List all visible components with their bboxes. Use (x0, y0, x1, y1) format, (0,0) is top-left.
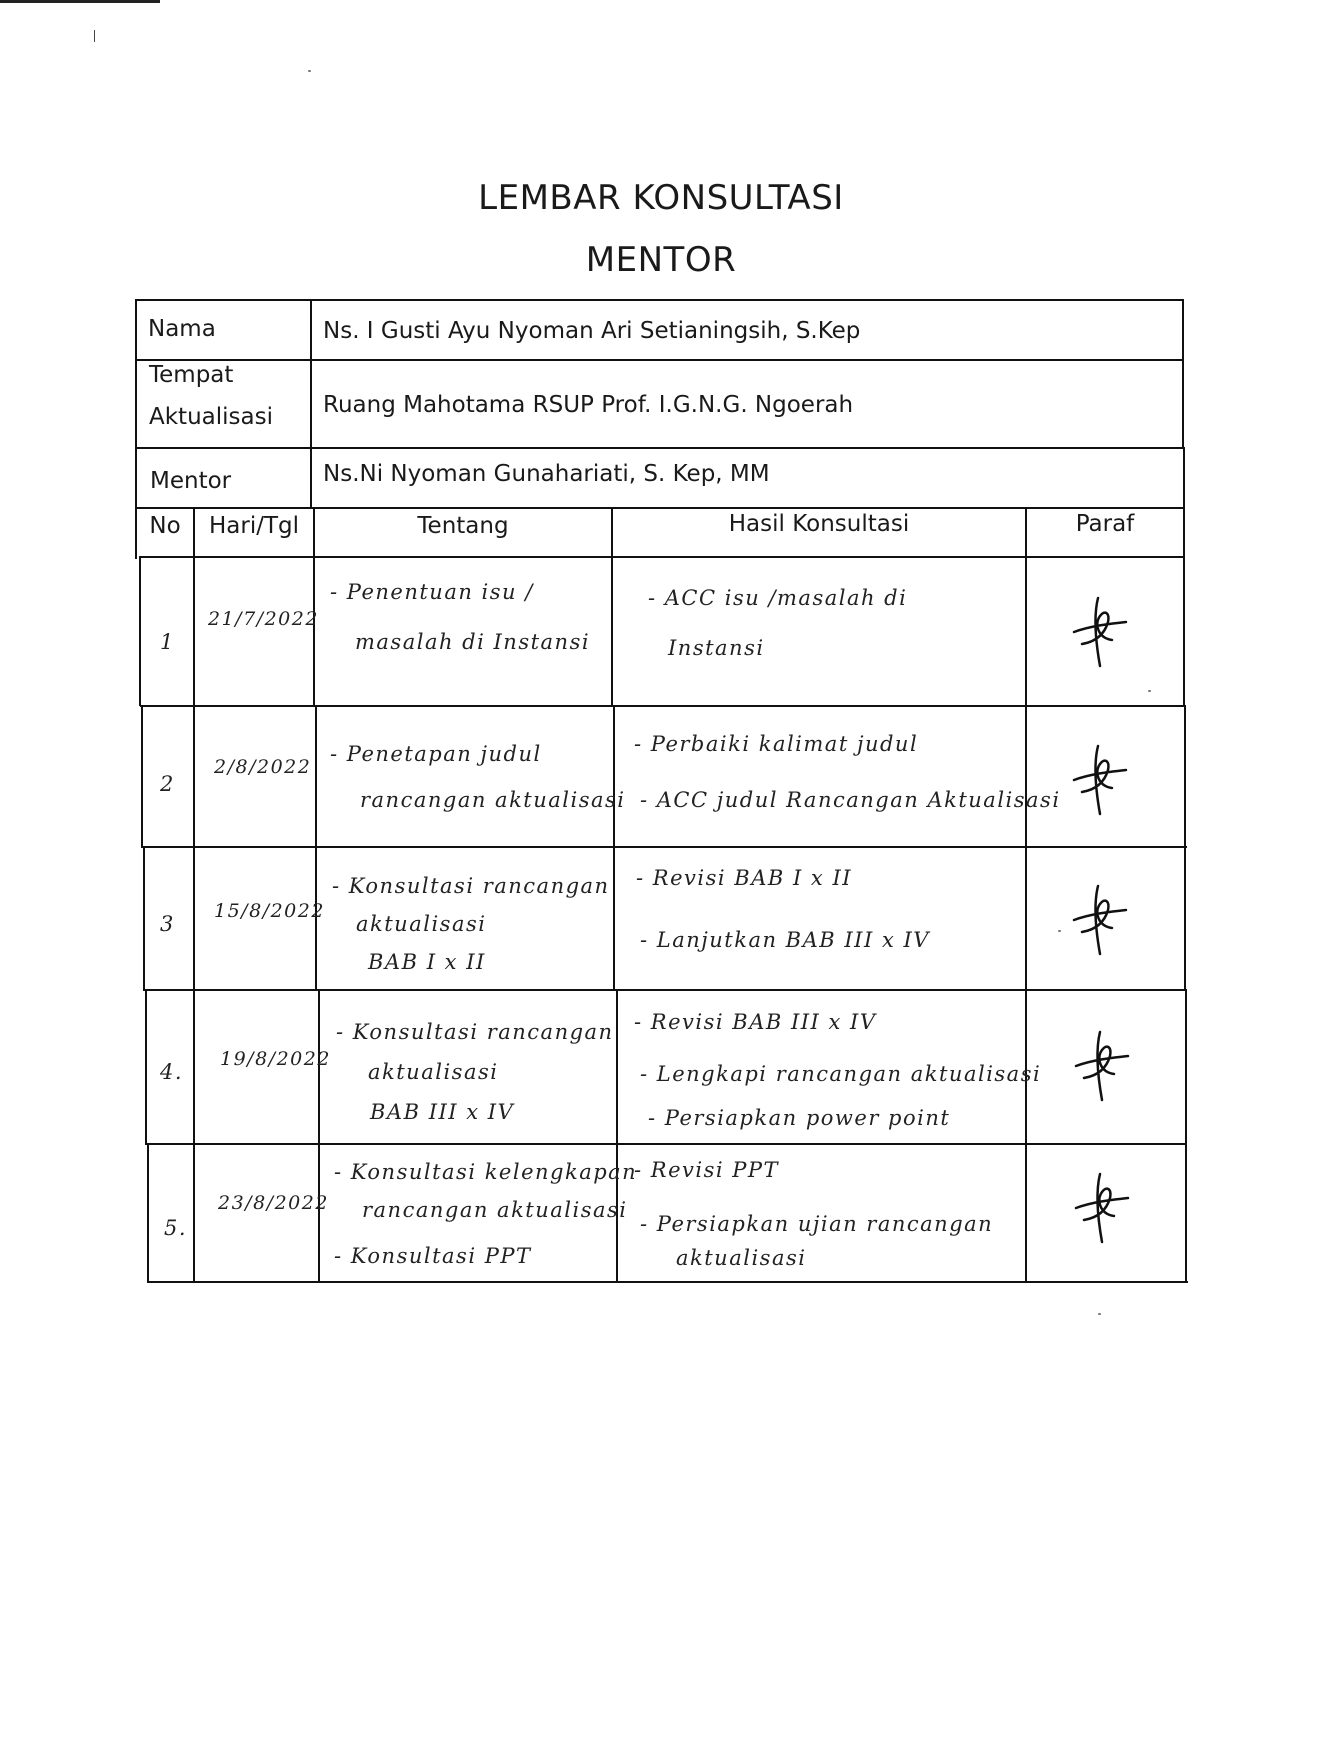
row-hasil-line: - Revisi BAB III x IV (634, 1010, 877, 1034)
column-divider-hasil (1025, 507, 1027, 1283)
row-tentang-line: aktualisasi (368, 1060, 499, 1084)
table-rule (144, 989, 1187, 991)
table-rule (135, 359, 1184, 361)
nama-label: Nama (148, 316, 216, 342)
paraf-signature (1066, 1026, 1136, 1106)
row-hasil-line: - Revisi BAB I x II (636, 866, 853, 890)
row-tentang-line: - Penetapan judul (330, 742, 542, 766)
row-number: 1 (160, 630, 175, 654)
row-number: 5. (164, 1216, 188, 1240)
row-tentang-line: BAB I x II (368, 950, 486, 974)
row-tentang-line: aktualisasi (356, 912, 487, 936)
row-hasil-line: Instansi (668, 636, 765, 660)
tempat-value: Ruang Mahotama RSUP Prof. I.G.N.G. Ngoerah (323, 392, 854, 418)
mentor-label: Mentor (150, 468, 232, 494)
table-border-left (139, 556, 141, 706)
column-divider-date (315, 705, 317, 991)
row-number: 3 (160, 912, 175, 936)
paraf-signature (1064, 880, 1134, 960)
table-rule (140, 705, 1186, 707)
row-date: 21/7/2022 (208, 608, 319, 630)
table-border-bottom (148, 1281, 1188, 1283)
column-divider-tentang (616, 989, 618, 1283)
paraf-signature (1064, 740, 1134, 820)
row-tentang-line: BAB III x IV (370, 1100, 515, 1124)
table-rule (146, 1143, 1187, 1145)
column-header-tentang: Tentang (417, 513, 509, 539)
nama-value: Ns. I Gusti Ayu Nyoman Ari Setianingsih, S.Kep (323, 318, 861, 344)
row-tentang-line: rancangan aktualisasi (362, 1198, 628, 1222)
column-divider-date (318, 989, 320, 1283)
table-border-left (147, 1143, 149, 1283)
mentor-value: Ns.Ni Nyoman Gunahariati, S. Kep, MM (323, 461, 770, 487)
row-date: 2/8/2022 (214, 756, 312, 778)
row-tentang-line: - Konsultasi PPT (334, 1244, 532, 1268)
row-date: 15/8/2022 (214, 900, 325, 922)
column-header-hasil: Hasil Konsultasi (728, 511, 910, 537)
table-border-left (145, 989, 147, 1145)
column-divider-tentang (613, 705, 615, 991)
row-tentang-line: - Konsultasi rancangan (336, 1020, 614, 1044)
table-rule (137, 507, 1185, 509)
row-tentang-line: rancangan aktualisasi (360, 788, 626, 812)
document-title: LEMBAR KONSULTASI (478, 178, 844, 218)
document-subtitle: MENTOR (585, 240, 737, 280)
column-header-paraf: Paraf (1075, 511, 1135, 537)
table-rule (142, 846, 1187, 848)
table-border-right (1185, 989, 1187, 1283)
row-tentang-line: - Konsultasi rancangan (332, 874, 610, 898)
row-hasil-line: - Lengkapi rancangan aktualisasi (640, 1062, 1042, 1086)
table-rule (135, 447, 1185, 449)
row-hasil-line: aktualisasi (676, 1246, 807, 1270)
table-border-top (135, 299, 1184, 301)
table-border-right (1183, 447, 1185, 707)
row-hasil-line: - Perbaiki kalimat judul (634, 732, 919, 756)
tempat-label: Tempat (149, 362, 234, 388)
column-divider-no (193, 507, 195, 1283)
paraf-signature (1066, 1168, 1136, 1248)
row-hasil-line: - Persiapkan ujian rancangan (640, 1212, 994, 1236)
table-border-left (143, 846, 145, 991)
table-border-right (1184, 705, 1186, 991)
column-header-hari: Hari/Tgl (208, 513, 300, 539)
row-tentang-line: - Konsultasi kelengkapan (334, 1160, 638, 1184)
row-hasil-line: - Revisi PPT (634, 1158, 780, 1182)
column-divider-tentang (611, 507, 613, 707)
row-hasil-line: - ACC isu /masalah di (648, 586, 908, 610)
row-date: 23/8/2022 (218, 1192, 329, 1214)
row-tentang-line: - Penentuan isu / (330, 580, 534, 604)
row-tentang-line: masalah di Instansi (355, 630, 591, 654)
row-number: 4. (160, 1060, 184, 1084)
info-divider (310, 299, 312, 509)
row-hasil-line: - Persiapkan power point (648, 1106, 951, 1130)
row-hasil-line: - Lanjutkan BAB III x IV (640, 928, 930, 952)
column-header-no: No (149, 513, 181, 539)
table-border-right (1182, 299, 1184, 449)
table-border-left (141, 705, 143, 848)
row-date: 19/8/2022 (220, 1048, 331, 1070)
row-hasil-line: - ACC judul Rancangan Aktualisasi (640, 788, 1061, 812)
aktualisasi-label: Aktualisasi (149, 404, 273, 430)
paraf-signature (1064, 592, 1134, 672)
row-number: 2 (160, 772, 175, 796)
table-rule (139, 556, 1185, 558)
